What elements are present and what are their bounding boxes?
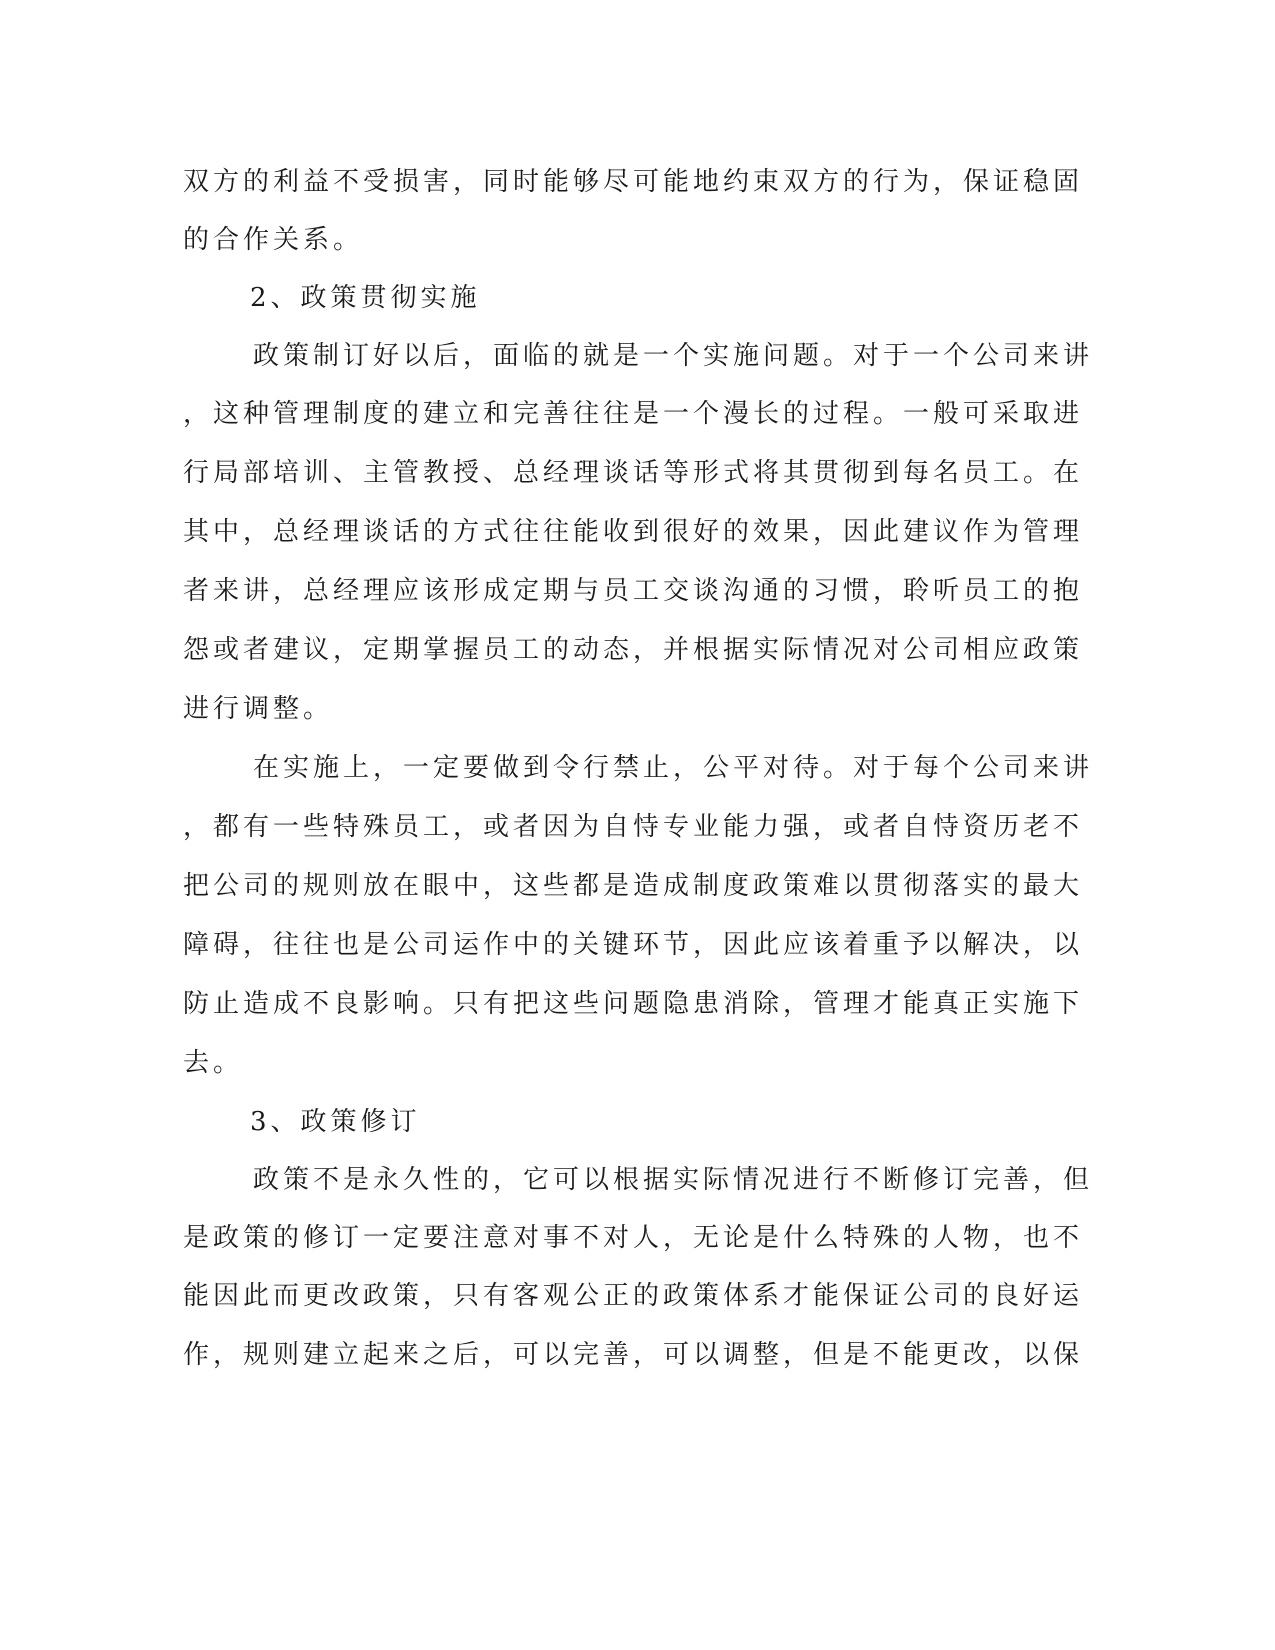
body-text-line: 防止造成不良影响。只有把这些问题隐患消除，管理才能真正实施下	[183, 989, 1084, 1019]
body-text-line: 双方的利益不受损害，同时能够尽可能地约束双方的行为，保证稳固	[183, 167, 1084, 197]
section-heading: 3、政策修订	[250, 1107, 421, 1137]
body-text-line: 者来讲，总经理应该形成定期与员工交谈沟通的习惯，聆听员工的抱	[183, 576, 1084, 606]
body-text-line: 把公司的规则放在眼中，这些都是造成制度政策难以贯彻落实的最大	[183, 871, 1084, 901]
body-text-line: 其中，总经理谈话的方式往往能收到很好的效果，因此建议作为管理	[183, 517, 1084, 547]
body-text-line: 政策制订好以后，面临的就是一个实施问题。对于一个公司来讲	[253, 341, 1094, 371]
body-text-line: ，这种管理制度的建立和完善往往是一个漫长的过程。一般可采取进	[183, 399, 1084, 429]
body-text-line: 作，规则建立起来之后，可以完善，可以调整，但是不能更改，以保	[183, 1340, 1084, 1370]
section-heading: 2、政策贯彻实施	[250, 283, 481, 313]
body-text-line: 障碍，往往也是公司运作中的关键环节，因此应该着重予以解决，以	[183, 930, 1084, 960]
body-text-line: 进行调整。	[183, 694, 334, 724]
body-text-line: 在实施上，一定要做到令行禁止，公平对待。对于每个公司来讲	[253, 753, 1094, 783]
body-text-line: 政策不是永久性的，它可以根据实际情况进行不断修订完善，但	[253, 1165, 1094, 1195]
body-text-line: 怨或者建议，定期掌握员工的动态，并根据实际情况对公司相应政策	[183, 635, 1084, 665]
body-text-line: 的合作关系。	[183, 225, 364, 255]
body-text-line: 去。	[183, 1048, 244, 1078]
body-text-line: 行局部培训、主管教授、总经理谈话等形式将其贯彻到每名员工。在	[183, 458, 1084, 488]
body-text-line: 是政策的修订一定要注意对事不对人，无论是什么特殊的人物，也不	[183, 1223, 1084, 1253]
body-text-line: 能因此而更改政策，只有客观公正的政策体系才能保证公司的良好运	[183, 1281, 1084, 1311]
body-text-line: ，都有一些特殊员工，或者因为自恃专业能力强，或者自恃资历老不	[183, 812, 1084, 842]
